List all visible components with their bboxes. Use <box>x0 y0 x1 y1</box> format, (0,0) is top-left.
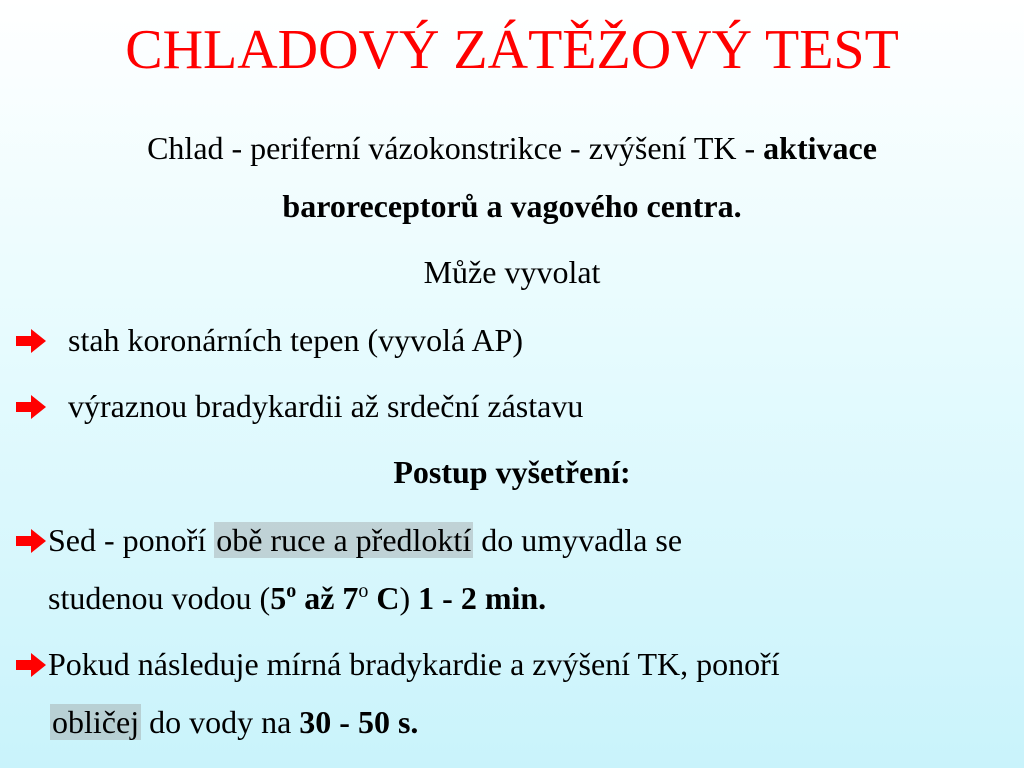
step-1-text-cont: do umyvadla se <box>473 522 683 558</box>
step-2-line-2 <box>50 702 418 742</box>
step-1-text-2: studenou vodou ( <box>48 580 271 616</box>
step-1-text: Sed - ponoří <box>48 522 215 558</box>
degree-sup: o <box>286 580 297 602</box>
intro-line-2: baroreceptorů a vagového centra. <box>282 188 742 224</box>
degree-sup: o <box>358 580 369 602</box>
arrow-right-icon <box>14 528 48 554</box>
step-1-duration: 1 - 2 min. <box>418 580 547 616</box>
step-2-highlight: obličej <box>52 704 140 740</box>
step-1-paren: ) <box>399 580 419 616</box>
effect-text: výraznou bradykardii až srdeční zástavu <box>68 388 584 424</box>
arrow-right-icon <box>14 652 48 678</box>
temp-mid: až 7 <box>296 580 359 616</box>
step-1-highlight: obě ruce a předloktí <box>216 522 472 558</box>
effect-item-1 <box>14 320 523 360</box>
arrow-right-icon <box>14 328 48 354</box>
step-2-text-2: do vody na <box>141 704 300 740</box>
procedure-heading: Postup vyšetření: <box>393 454 631 490</box>
step-1-line-2 <box>48 578 546 618</box>
slide-title: CHLADOVÝ ZÁTĚŽOVÝ TEST <box>125 19 899 81</box>
effect-text: stah koronárních tepen (vyvolá AP) <box>68 322 523 358</box>
step-2-line-1 <box>14 644 780 684</box>
temp-low: 5 <box>270 580 287 616</box>
effect-item-2 <box>14 386 583 426</box>
intro-line-1 <box>0 128 1024 168</box>
step-2-text: Pokud následuje mírná bradykardie a zvýšení TK, ponoří <box>48 646 780 682</box>
temp-unit: C <box>368 580 400 616</box>
intro-bold-activation: aktivace <box>763 130 877 166</box>
step-2-duration: 30 - 50 s. <box>299 704 419 740</box>
arrow-right-icon <box>14 394 48 420</box>
may-cause-line: Může vyvolat <box>423 254 601 290</box>
step-1-line-1 <box>14 520 682 560</box>
intro-text: Chlad - periferní vázokonstrikce - zvýšení TK - <box>147 130 764 166</box>
